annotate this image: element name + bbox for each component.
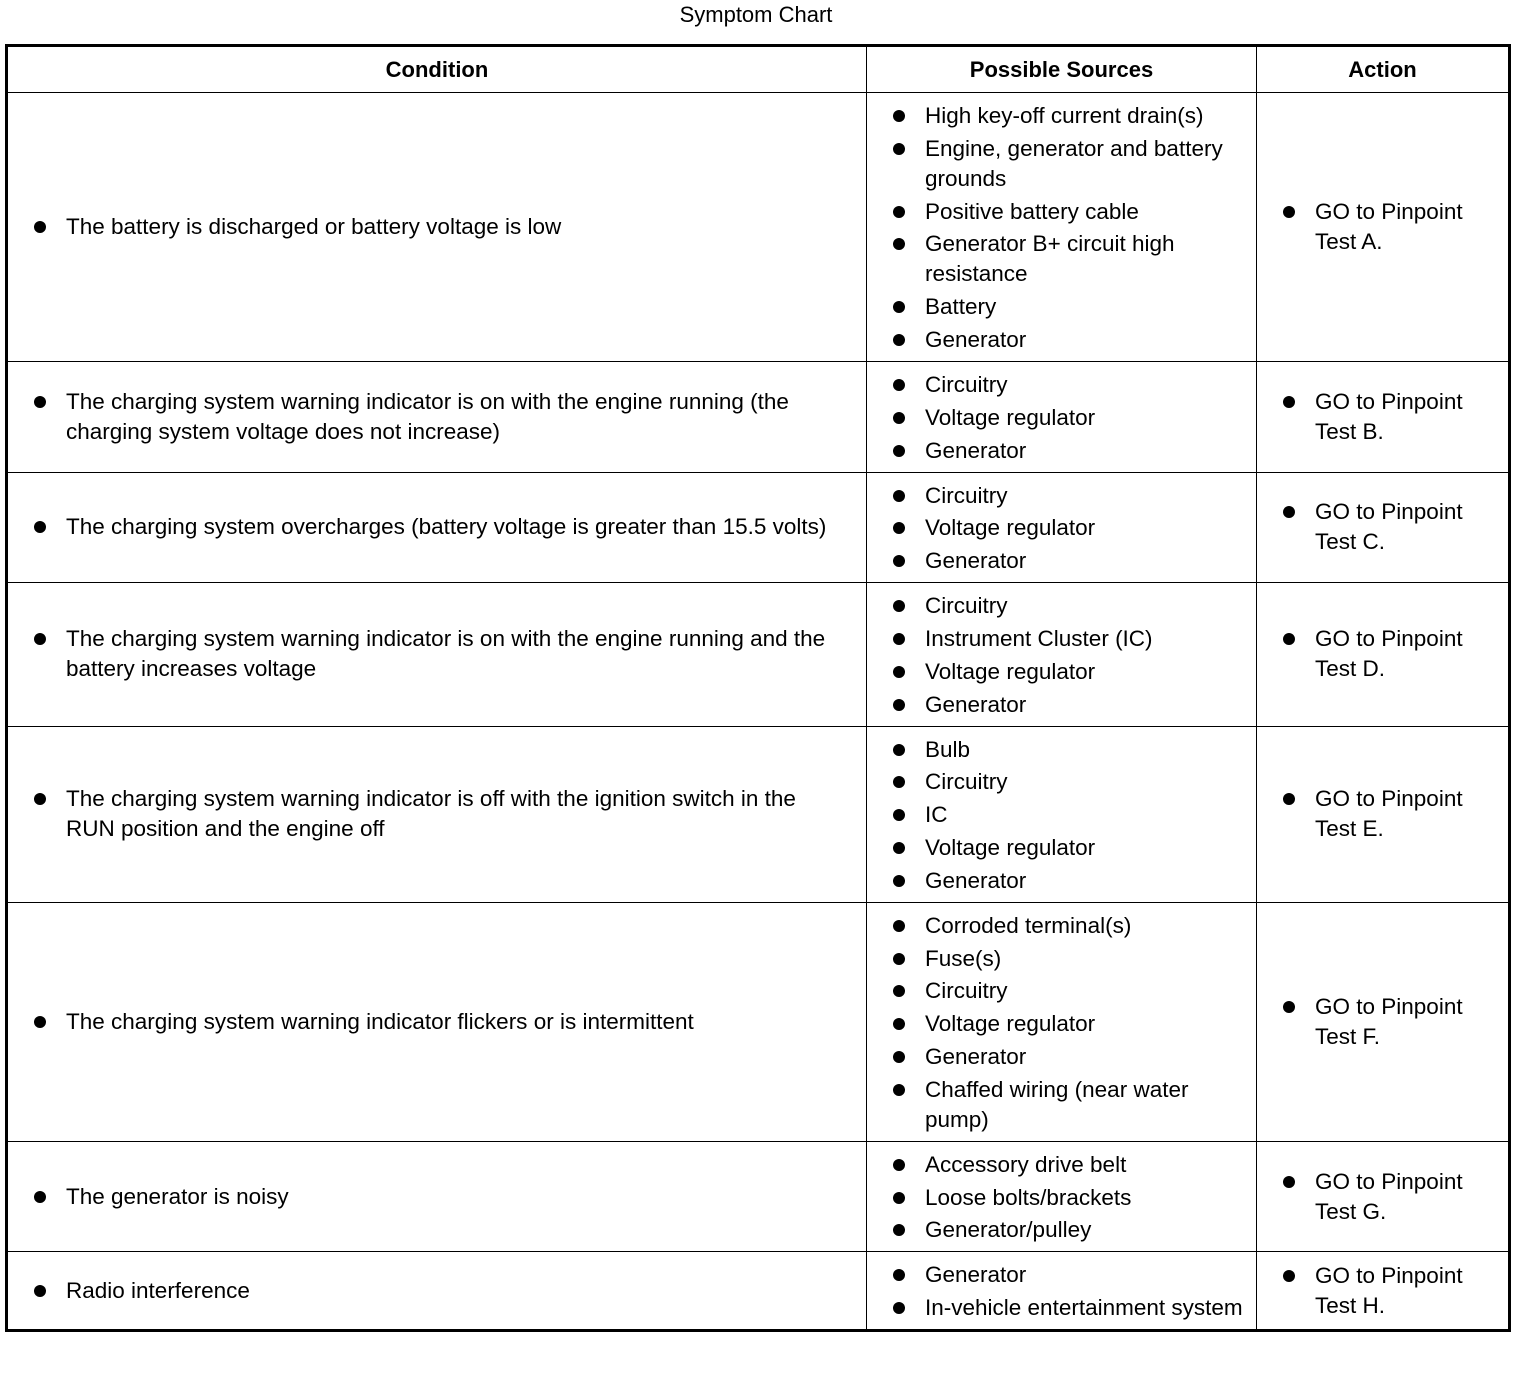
bullet-icon bbox=[893, 445, 905, 457]
list-item bbox=[66, 1276, 848, 1306]
list-item-text: IC bbox=[925, 802, 948, 828]
table-row bbox=[7, 93, 1510, 362]
list-item-text: Loose bolts/brackets bbox=[925, 1184, 1132, 1210]
bullet-icon bbox=[34, 1285, 46, 1297]
bullet-icon bbox=[34, 1191, 46, 1203]
action-cell-list bbox=[1257, 986, 1508, 1058]
bullet-icon bbox=[1283, 1270, 1295, 1282]
condition-cell bbox=[7, 472, 867, 583]
symptom-table bbox=[5, 44, 1511, 1332]
possible-sources-cell bbox=[867, 1252, 1257, 1331]
list-item bbox=[925, 624, 1246, 654]
list-item bbox=[925, 866, 1246, 896]
list-item bbox=[925, 591, 1246, 621]
possible-sources-cell bbox=[867, 583, 1257, 726]
list-item bbox=[925, 436, 1246, 466]
action-cell-list bbox=[1257, 1255, 1508, 1327]
list-item bbox=[66, 212, 848, 242]
condition-header: Condition bbox=[7, 46, 867, 93]
list-item bbox=[925, 197, 1246, 227]
possible-sources-cell-list bbox=[867, 1252, 1256, 1329]
action-cell bbox=[1257, 361, 1510, 472]
action-cell bbox=[1257, 1252, 1510, 1331]
list-item-text: Circuitry bbox=[925, 978, 1008, 1004]
bullet-icon bbox=[893, 522, 905, 534]
list-item bbox=[925, 546, 1246, 576]
possible-sources-cell bbox=[867, 1141, 1257, 1252]
list-item-text: The charging system warning indicator flickers or is intermittent bbox=[66, 1008, 694, 1034]
list-item bbox=[1315, 1167, 1500, 1227]
bullet-icon bbox=[893, 666, 905, 678]
list-item bbox=[925, 735, 1246, 765]
list-item bbox=[925, 800, 1246, 830]
list-item-text: GO to Pinpoint Test B. bbox=[1315, 388, 1463, 444]
bullet-icon bbox=[893, 920, 905, 932]
list-item-text: GO to Pinpoint Test G. bbox=[1315, 1168, 1463, 1224]
list-item bbox=[925, 833, 1246, 863]
possible-sources-cell-list bbox=[867, 93, 1256, 361]
possible-sources-cell bbox=[867, 361, 1257, 472]
bullet-icon bbox=[1283, 1176, 1295, 1188]
list-item-text: Generator B+ circuit high resistance bbox=[925, 231, 1175, 287]
bullet-icon bbox=[893, 238, 905, 250]
condition-cell bbox=[7, 361, 867, 472]
bullet-icon bbox=[893, 842, 905, 854]
list-item bbox=[925, 1042, 1246, 1072]
list-item bbox=[1315, 387, 1500, 447]
condition-cell-list bbox=[8, 506, 866, 548]
list-item-text: Voltage regulator bbox=[925, 834, 1096, 860]
action-cell bbox=[1257, 472, 1510, 583]
action-cell-list bbox=[1257, 191, 1508, 263]
bullet-icon bbox=[1283, 206, 1295, 218]
condition-cell bbox=[7, 583, 867, 726]
bullet-icon bbox=[893, 334, 905, 346]
bullet-icon bbox=[34, 396, 46, 408]
list-item-text: In-vehicle entertainment system bbox=[925, 1295, 1243, 1321]
list-item-text: Voltage regulator bbox=[925, 515, 1096, 541]
bullet-icon bbox=[34, 221, 46, 233]
list-item bbox=[925, 101, 1246, 131]
list-item bbox=[1315, 197, 1500, 257]
bullet-icon bbox=[893, 985, 905, 997]
list-item bbox=[925, 1183, 1246, 1213]
list-item bbox=[66, 512, 848, 542]
bullet-icon bbox=[1283, 1001, 1295, 1013]
condition-cell-list bbox=[8, 1270, 866, 1312]
list-item-text: GO to Pinpoint Test D. bbox=[1315, 626, 1463, 682]
bullet-icon bbox=[893, 1302, 905, 1314]
list-item bbox=[925, 911, 1246, 941]
list-item bbox=[925, 767, 1246, 797]
bullet-icon bbox=[893, 1084, 905, 1096]
table-row bbox=[7, 361, 1510, 472]
possible-sources-cell-list bbox=[867, 1142, 1256, 1252]
list-item-text: The generator is noisy bbox=[66, 1183, 289, 1209]
list-item bbox=[925, 292, 1246, 322]
list-item-text: Battery bbox=[925, 294, 997, 320]
bullet-icon bbox=[893, 1192, 905, 1204]
bullet-icon bbox=[893, 490, 905, 502]
possible-sources-cell bbox=[867, 902, 1257, 1141]
list-item-text: Generator bbox=[925, 1043, 1027, 1069]
list-item bbox=[66, 1007, 848, 1037]
list-item bbox=[925, 944, 1246, 974]
list-item bbox=[925, 403, 1246, 433]
list-item-text: The battery is discharged or battery voltage is low bbox=[66, 213, 562, 239]
bullet-icon bbox=[34, 793, 46, 805]
list-item bbox=[925, 481, 1246, 511]
bullet-icon bbox=[893, 1018, 905, 1030]
bullet-icon bbox=[893, 776, 905, 788]
possible-sources-cell-list bbox=[867, 583, 1256, 725]
bullet-icon bbox=[893, 633, 905, 645]
bullet-icon bbox=[893, 1051, 905, 1063]
list-item bbox=[925, 1215, 1246, 1245]
list-item-text: Positive battery cable bbox=[925, 198, 1139, 224]
bullet-icon bbox=[1283, 633, 1295, 645]
action-cell bbox=[1257, 583, 1510, 726]
bullet-icon bbox=[893, 809, 905, 821]
list-item bbox=[925, 1009, 1246, 1039]
condition-cell bbox=[7, 1141, 867, 1252]
table-row bbox=[7, 1141, 1510, 1252]
bullet-icon bbox=[1283, 506, 1295, 518]
table-row bbox=[7, 583, 1510, 726]
condition-cell bbox=[7, 1252, 867, 1331]
action-cell-list bbox=[1257, 491, 1508, 563]
possible-sources-cell bbox=[867, 726, 1257, 902]
header-row bbox=[7, 46, 1510, 93]
list-item bbox=[925, 370, 1246, 400]
list-item-text: Engine, generator and battery grounds bbox=[925, 135, 1223, 191]
list-item bbox=[925, 1293, 1246, 1323]
list-item bbox=[925, 513, 1246, 543]
bullet-icon bbox=[893, 555, 905, 567]
condition-cell-list bbox=[8, 778, 866, 850]
list-item bbox=[925, 1150, 1246, 1180]
action-cell bbox=[1257, 902, 1510, 1141]
action-cell-list bbox=[1257, 1161, 1508, 1233]
list-item bbox=[66, 624, 848, 684]
list-item bbox=[925, 690, 1246, 720]
list-item-text: Chaffed wiring (near water pump) bbox=[925, 1076, 1189, 1132]
list-item bbox=[66, 1182, 848, 1212]
condition-cell-list bbox=[8, 1001, 866, 1043]
bullet-icon bbox=[893, 1224, 905, 1236]
list-item bbox=[66, 784, 848, 844]
list-item-text: High key-off current drain(s) bbox=[925, 103, 1204, 128]
list-item bbox=[1315, 992, 1500, 1052]
bullet-icon bbox=[893, 744, 905, 756]
action-cell-list bbox=[1257, 778, 1508, 850]
possible-sources-cell-list bbox=[867, 903, 1256, 1141]
table-row bbox=[7, 1252, 1510, 1331]
condition-cell-list bbox=[8, 1176, 866, 1218]
list-item bbox=[1315, 784, 1500, 844]
condition-cell-list bbox=[8, 381, 866, 453]
action-cell bbox=[1257, 93, 1510, 362]
list-item bbox=[1315, 624, 1500, 684]
list-item-text: Voltage regulator bbox=[925, 1011, 1096, 1037]
list-item-text: Generator bbox=[925, 691, 1027, 717]
list-item-text: GO to Pinpoint Test E. bbox=[1315, 786, 1463, 842]
bullet-icon bbox=[893, 699, 905, 711]
action-cell-list bbox=[1257, 381, 1508, 453]
list-item-text: Circuitry bbox=[925, 593, 1008, 619]
bullet-icon bbox=[893, 412, 905, 424]
list-item-text: Radio interference bbox=[66, 1277, 250, 1303]
list-item-text: The charging system warning indicator is on with the engine running (the charging system voltage does not increase) bbox=[66, 388, 789, 444]
bullet-icon bbox=[893, 1159, 905, 1171]
possible-sources-cell-list bbox=[867, 473, 1256, 583]
list-item-text: GO to Pinpoint Test H. bbox=[1315, 1262, 1463, 1318]
possible-sources-cell bbox=[867, 472, 1257, 583]
bullet-icon bbox=[34, 1016, 46, 1028]
table-row bbox=[7, 726, 1510, 902]
list-item bbox=[925, 976, 1246, 1006]
list-item-text: GO to Pinpoint Test F. bbox=[1315, 993, 1463, 1049]
list-item-text: Fuse(s) bbox=[925, 945, 1002, 971]
condition-cell bbox=[7, 93, 867, 362]
list-item-text: Generator bbox=[925, 548, 1027, 574]
possible-sources-cell-list bbox=[867, 362, 1256, 472]
list-item-text: The charging system overcharges (battery voltage is greater than 15.5 volts) bbox=[66, 514, 827, 540]
list-item-text: Corroded terminal(s) bbox=[925, 912, 1132, 938]
list-item-text: Generator bbox=[925, 437, 1027, 463]
list-item-text: The charging system warning indicator is on with the engine running and the battery increases voltage bbox=[66, 626, 826, 682]
list-item bbox=[925, 325, 1246, 355]
list-item-text: Instrument Cluster (IC) bbox=[925, 625, 1153, 651]
action-cell-list bbox=[1257, 618, 1508, 690]
bullet-icon bbox=[893, 301, 905, 313]
condition-cell bbox=[7, 726, 867, 902]
list-item-text: Generator bbox=[925, 326, 1027, 352]
table-row bbox=[7, 472, 1510, 583]
list-item bbox=[66, 387, 848, 447]
bullet-icon bbox=[34, 633, 46, 645]
bullet-icon bbox=[34, 521, 46, 533]
table-body bbox=[7, 93, 1510, 1331]
bullet-icon bbox=[893, 143, 905, 155]
list-item-text: Voltage regulator bbox=[925, 404, 1096, 430]
list-item bbox=[925, 657, 1246, 687]
list-item-text: Generator bbox=[925, 867, 1027, 893]
action-cell bbox=[1257, 726, 1510, 902]
list-item bbox=[925, 1260, 1246, 1290]
list-item-text: Bulb bbox=[925, 736, 971, 762]
bullet-icon bbox=[1283, 793, 1295, 805]
list-item bbox=[1315, 1261, 1500, 1321]
possible-sources-cell bbox=[867, 93, 1257, 362]
bullet-icon bbox=[893, 600, 905, 612]
list-item bbox=[925, 229, 1246, 289]
condition-cell bbox=[7, 902, 867, 1141]
list-item-text: Circuitry bbox=[925, 371, 1008, 397]
list-item-text: Accessory drive belt bbox=[925, 1151, 1127, 1177]
list-item-text: Generator bbox=[925, 1262, 1027, 1288]
list-item-text: Generator/pulley bbox=[925, 1217, 1092, 1243]
bullet-icon bbox=[893, 110, 905, 122]
action-header: Action bbox=[1257, 46, 1510, 93]
list-item-text: GO to Pinpoint Test A. bbox=[1315, 198, 1463, 254]
condition-cell-list bbox=[8, 618, 866, 690]
bullet-icon bbox=[893, 953, 905, 965]
bullet-icon bbox=[893, 1269, 905, 1281]
list-item-text: Circuitry bbox=[925, 769, 1008, 795]
possible-sources-header: Possible Sources bbox=[867, 46, 1257, 93]
bullet-icon bbox=[893, 875, 905, 887]
list-item-text: GO to Pinpoint Test C. bbox=[1315, 499, 1463, 555]
action-cell bbox=[1257, 1141, 1510, 1252]
list-item-text: Circuitry bbox=[925, 482, 1008, 508]
list-item bbox=[925, 134, 1246, 194]
condition-cell-list bbox=[8, 206, 866, 248]
bullet-icon bbox=[893, 206, 905, 218]
list-item-text: The charging system warning indicator is off with the ignition switch in the RUN position and the engine off bbox=[66, 786, 796, 842]
list-item-text: Voltage regulator bbox=[925, 658, 1096, 684]
possible-sources-cell-list bbox=[867, 727, 1256, 902]
table-row bbox=[7, 902, 1510, 1141]
list-item bbox=[925, 1075, 1246, 1135]
bullet-icon bbox=[893, 379, 905, 391]
list-item bbox=[1315, 497, 1500, 557]
chart-title: Symptom Chart bbox=[679, 2, 833, 27]
bullet-icon bbox=[1283, 396, 1295, 408]
